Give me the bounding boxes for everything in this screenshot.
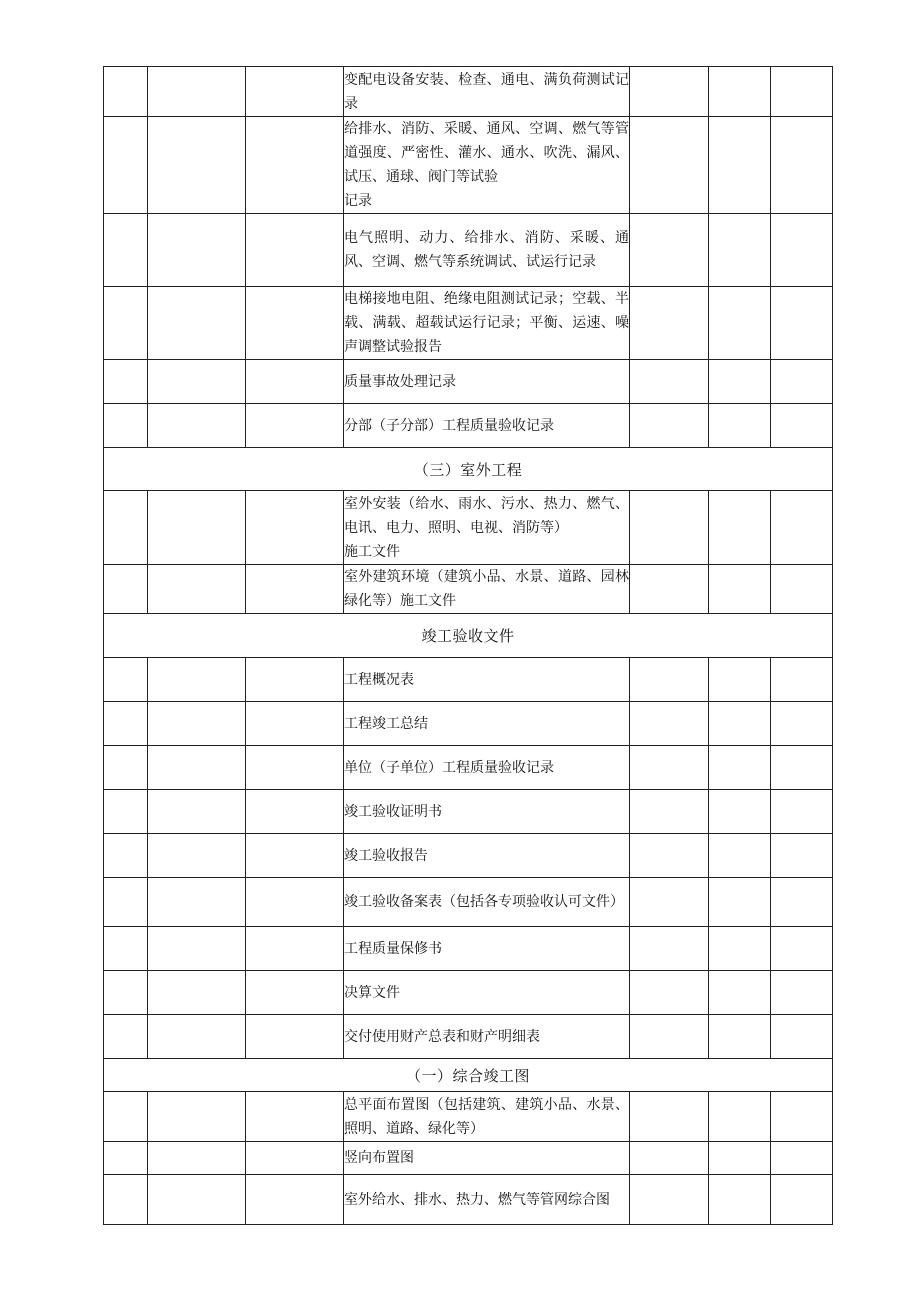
page-number-cell: [709, 790, 771, 834]
remarks-cell: [771, 1175, 833, 1225]
page-number-cell: [709, 658, 771, 702]
remarks-cell: [771, 790, 833, 834]
serial-number-cell: [104, 67, 148, 117]
serial-number-cell: [104, 360, 148, 404]
date-cell: [630, 790, 709, 834]
serial-number-cell: [104, 746, 148, 790]
serial-number-cell: [104, 971, 148, 1015]
document-title-cell: 电气照明、动力、给排水、消防、采暖、通风、空调、燃气等系统调试、试运行记录: [344, 214, 630, 287]
section-header-row: [104, 448, 833, 491]
document-title-cell: 竣工验收备案表（包括各专项验收认可文件）: [344, 878, 630, 927]
file-number-cell: [148, 565, 246, 614]
page-number-cell: [709, 878, 771, 927]
section-title: （一）综合竣工图: [104, 1059, 833, 1092]
date-cell: [630, 927, 709, 971]
file-number-cell: [148, 1142, 246, 1175]
date-cell: [630, 878, 709, 927]
file-number-cell: [148, 214, 246, 287]
serial-number-cell: [104, 834, 148, 878]
document-title-cell: 质量事故处理记录: [344, 360, 630, 404]
table-row: [104, 117, 833, 214]
serial-number-cell: [104, 702, 148, 746]
responsible-party-cell: [246, 746, 344, 790]
table-row: [104, 1015, 833, 1059]
page-number-cell: [709, 404, 771, 448]
page-number-cell: [709, 117, 771, 214]
page-number-cell: [709, 214, 771, 287]
document-title-cell: 室外建筑环境（建筑小品、水景、道路、园林绿化等）施工文件: [344, 565, 630, 614]
document-title-cell: 分部（子分部）工程质量验收记录: [344, 404, 630, 448]
file-number-cell: [148, 790, 246, 834]
serial-number-cell: [104, 214, 148, 287]
document-title-cell: 竣工验收报告: [344, 834, 630, 878]
date-cell: [630, 214, 709, 287]
date-cell: [630, 287, 709, 360]
table-row: [104, 878, 833, 927]
document-title-cell: 交付使用财产总表和财产明细表: [344, 1015, 630, 1059]
serial-number-cell: [104, 790, 148, 834]
page-number-cell: [709, 834, 771, 878]
table-row: [104, 658, 833, 702]
page-number-cell: [709, 1175, 771, 1225]
file-number-cell: [148, 491, 246, 565]
remarks-cell: [771, 878, 833, 927]
remarks-cell: [771, 1015, 833, 1059]
table-row: [104, 1142, 833, 1175]
table-row: [104, 565, 833, 614]
responsible-party-cell: [246, 214, 344, 287]
table-row: [104, 834, 833, 878]
date-cell: [630, 491, 709, 565]
remarks-cell: [771, 746, 833, 790]
document-title-cell: 变配电设备安装、检查、通电、满负荷测试记录: [344, 67, 630, 117]
responsible-party-cell: [246, 1175, 344, 1225]
responsible-party-cell: [246, 971, 344, 1015]
serial-number-cell: [104, 565, 148, 614]
serial-number-cell: [104, 1092, 148, 1142]
date-cell: [630, 117, 709, 214]
document-title-cell: 工程竣工总结: [344, 702, 630, 746]
remarks-cell: [771, 702, 833, 746]
page-number-cell: [709, 1015, 771, 1059]
page-number-cell: [709, 565, 771, 614]
table-row: [104, 214, 833, 287]
date-cell: [630, 658, 709, 702]
page-number-cell: [709, 702, 771, 746]
document-title-cell: 工程质量保修书: [344, 927, 630, 971]
file-number-cell: [148, 927, 246, 971]
section-title: （三）室外工程: [104, 448, 833, 491]
serial-number-cell: [104, 404, 148, 448]
document-title-cell: 室外给水、排水、热力、燃气等管网综合图: [344, 1175, 630, 1225]
serial-number-cell: [104, 1142, 148, 1175]
document-title-cell: 给排水、消防、采暖、通风、空调、燃气等管道强度、严密性、灌水、通水、吹洗、漏风、试压、通球、阀门等试验 记录: [344, 117, 630, 214]
remarks-cell: [771, 117, 833, 214]
remarks-cell: [771, 927, 833, 971]
document-title-cell: 竖向布置图: [344, 1142, 630, 1175]
date-cell: [630, 1015, 709, 1059]
table-row: [104, 1175, 833, 1225]
file-number-cell: [148, 1092, 246, 1142]
date-cell: [630, 834, 709, 878]
table-row: [104, 360, 833, 404]
table-row: [104, 1092, 833, 1142]
page-number-cell: [709, 1142, 771, 1175]
document-title-cell: 工程概况表: [344, 658, 630, 702]
page-number-cell: [709, 1092, 771, 1142]
file-number-cell: [148, 287, 246, 360]
serial-number-cell: [104, 117, 148, 214]
responsible-party-cell: [246, 658, 344, 702]
table-row: [104, 746, 833, 790]
file-number-cell: [148, 117, 246, 214]
date-cell: [630, 360, 709, 404]
responsible-party-cell: [246, 404, 344, 448]
serial-number-cell: [104, 927, 148, 971]
date-cell: [630, 746, 709, 790]
responsible-party-cell: [246, 117, 344, 214]
responsible-party-cell: [246, 565, 344, 614]
responsible-party-cell: [246, 287, 344, 360]
file-number-cell: [148, 404, 246, 448]
archive-list-table: [103, 66, 833, 1225]
date-cell: [630, 1092, 709, 1142]
page-number-cell: [709, 927, 771, 971]
document-title-cell: 电梯接地电阻、绝缘电阻测试记录；空载、半载、满载、超载试运行记录；平衡、运速、噪声调整试验报告: [344, 287, 630, 360]
document-title-cell: 决算文件: [344, 971, 630, 1015]
table-row: [104, 790, 833, 834]
date-cell: [630, 1175, 709, 1225]
serial-number-cell: [104, 878, 148, 927]
serial-number-cell: [104, 287, 148, 360]
table-row: [104, 67, 833, 117]
table-row: [104, 404, 833, 448]
page-number-cell: [709, 360, 771, 404]
remarks-cell: [771, 658, 833, 702]
file-number-cell: [148, 878, 246, 927]
file-number-cell: [148, 971, 246, 1015]
remarks-cell: [771, 360, 833, 404]
remarks-cell: [771, 971, 833, 1015]
remarks-cell: [771, 214, 833, 287]
date-cell: [630, 67, 709, 117]
remarks-cell: [771, 1092, 833, 1142]
file-number-cell: [148, 1015, 246, 1059]
serial-number-cell: [104, 491, 148, 565]
table-row: [104, 491, 833, 565]
remarks-cell: [771, 565, 833, 614]
remarks-cell: [771, 287, 833, 360]
responsible-party-cell: [246, 878, 344, 927]
page-number-cell: [709, 746, 771, 790]
responsible-party-cell: [246, 491, 344, 565]
file-number-cell: [148, 658, 246, 702]
responsible-party-cell: [246, 834, 344, 878]
section-header-row: [104, 614, 833, 658]
section-title: 竣工验收文件: [104, 614, 833, 658]
remarks-cell: [771, 834, 833, 878]
responsible-party-cell: [246, 790, 344, 834]
page-number-cell: [709, 491, 771, 565]
table-row: [104, 927, 833, 971]
remarks-cell: [771, 491, 833, 565]
document-title-cell: 单位（子单位）工程质量验收记录: [344, 746, 630, 790]
file-number-cell: [148, 1175, 246, 1225]
date-cell: [630, 702, 709, 746]
section-header-row: [104, 1059, 833, 1092]
responsible-party-cell: [246, 1015, 344, 1059]
file-number-cell: [148, 67, 246, 117]
table-row: [104, 702, 833, 746]
page-number-cell: [709, 67, 771, 117]
responsible-party-cell: [246, 1142, 344, 1175]
remarks-cell: [771, 1142, 833, 1175]
date-cell: [630, 1142, 709, 1175]
file-number-cell: [148, 702, 246, 746]
file-number-cell: [148, 746, 246, 790]
date-cell: [630, 971, 709, 1015]
page-number-cell: [709, 287, 771, 360]
document-title-cell: 竣工验收证明书: [344, 790, 630, 834]
responsible-party-cell: [246, 67, 344, 117]
file-number-cell: [148, 360, 246, 404]
responsible-party-cell: [246, 927, 344, 971]
responsible-party-cell: [246, 702, 344, 746]
date-cell: [630, 404, 709, 448]
table-row: [104, 287, 833, 360]
serial-number-cell: [104, 658, 148, 702]
serial-number-cell: [104, 1015, 148, 1059]
responsible-party-cell: [246, 360, 344, 404]
remarks-cell: [771, 67, 833, 117]
serial-number-cell: [104, 1175, 148, 1225]
date-cell: [630, 565, 709, 614]
table-row: [104, 971, 833, 1015]
responsible-party-cell: [246, 1092, 344, 1142]
page-number-cell: [709, 971, 771, 1015]
document-title-cell: 室外安装（给水、雨水、污水、热力、燃气、电讯、电力、照明、电视、消防等） 施工文件: [344, 491, 630, 565]
file-number-cell: [148, 834, 246, 878]
remarks-cell: [771, 404, 833, 448]
document-title-cell: 总平面布置图（包括建筑、建筑小品、水景、照明、道路、绿化等）: [344, 1092, 630, 1142]
